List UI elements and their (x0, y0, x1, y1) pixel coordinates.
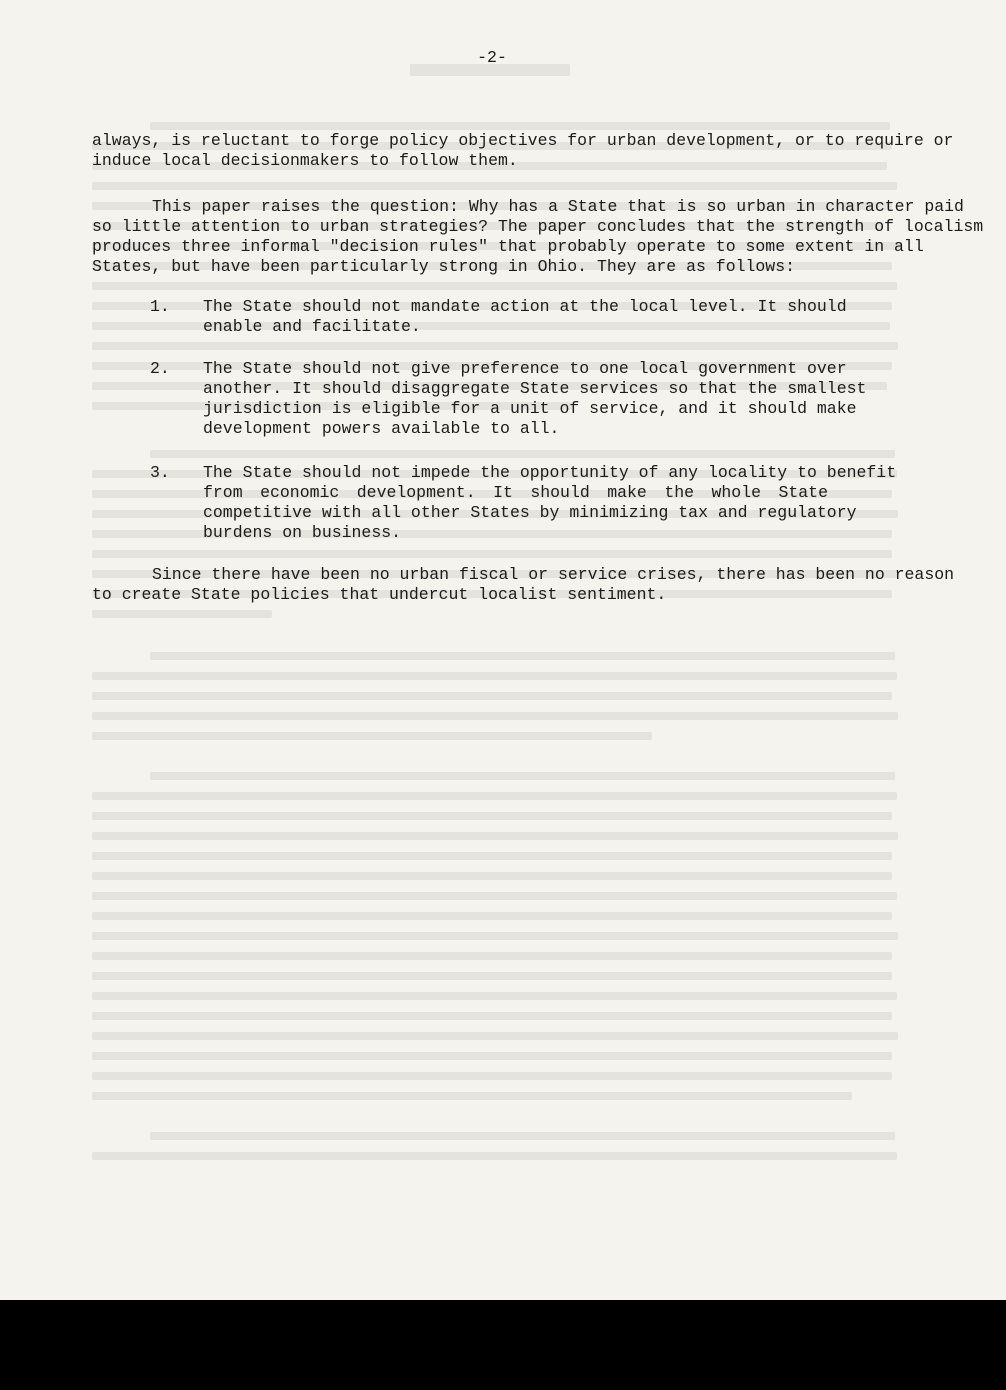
bleed-line (92, 972, 892, 980)
bleed-line (92, 550, 892, 558)
text-line: The State should not give preference to one local government over (203, 359, 847, 378)
bleed-line (92, 692, 892, 700)
text-line: induce local decisionmakers to follow them. (92, 151, 518, 170)
paragraph-continuation (92, 131, 954, 171)
rule-item (150, 463, 897, 543)
text-line-content: Since there have been no urban fiscal or service crises, there has been no reason (152, 565, 955, 584)
page-number: -2- (477, 48, 507, 67)
bleed-line (150, 450, 895, 458)
bleed-line (150, 1132, 895, 1140)
paragraph-question (92, 197, 984, 277)
bleed-line (92, 1152, 897, 1160)
bleed-line (92, 1032, 898, 1040)
rule-text (203, 359, 867, 439)
bleed-line (92, 812, 892, 820)
bleed-line (92, 832, 898, 840)
text-line: The State should not mandate action at the local level. It should (203, 297, 847, 316)
text-line (92, 197, 964, 217)
text-line: to create State policies that undercut localist sentiment. (92, 585, 667, 604)
text-line: The State should not impede the opportunity of any locality to benefit (203, 463, 897, 482)
text-line: jurisdiction is eligible for a unit of service, and it should make (203, 399, 857, 418)
bleed-line (92, 932, 898, 940)
bleed-line (92, 1072, 892, 1080)
bleed-line (150, 122, 890, 130)
text-line-content: This paper raises the question: Why has a State that is so urban in character paid (152, 197, 964, 216)
text-line: so little attention to urban strategies? The paper concludes that the strength of localism (92, 217, 984, 236)
text-line: always, is reluctant to forge policy objectives for urban development, or to require or (92, 131, 954, 150)
bleed-line (92, 1012, 892, 1020)
rule-number: 2. (150, 359, 170, 378)
text-line: produces three informal "decision rules" that probably operate to some extent in all (92, 237, 924, 256)
bleed-line (92, 952, 892, 960)
bleed-line (92, 1092, 852, 1100)
scan-bottom-bar (0, 1300, 1006, 1390)
text-line: from economic development. It should make the whole State (203, 483, 828, 502)
bleed-line (92, 992, 897, 1000)
bleed-line (92, 712, 898, 720)
bleed-line (92, 610, 272, 618)
paragraph-conclusion (92, 565, 955, 605)
bleed-line (92, 892, 897, 900)
bleed-line (92, 912, 892, 920)
text-line: burdens on business. (203, 523, 402, 542)
text-line: States, but have been particularly strong in Ohio. They are as follows: (92, 257, 796, 276)
bleed-line (92, 792, 897, 800)
text-line: another. It should disaggregate State services so that the smallest (203, 379, 867, 398)
bleed-line (92, 282, 897, 290)
rule-text (203, 297, 847, 337)
text-line: competitive with all other States by minimizing tax and regulatory (203, 503, 857, 522)
bleed-line (92, 182, 897, 190)
rule-number: 3. (150, 463, 170, 482)
rule-item (150, 359, 867, 439)
bleed-line (150, 772, 895, 780)
bleed-line (92, 852, 892, 860)
text-line (92, 565, 955, 585)
text-line: enable and facilitate. (203, 317, 421, 336)
bleed-line (92, 732, 652, 740)
bleed-line (150, 652, 895, 660)
rule-item (150, 297, 847, 337)
rule-text (203, 463, 897, 543)
rule-number: 1. (150, 297, 170, 316)
bleed-line (92, 342, 898, 350)
bleed-line (92, 872, 892, 880)
bleed-line (92, 1052, 892, 1060)
text-line: development powers available to all. (203, 419, 560, 438)
bleed-line (92, 672, 897, 680)
